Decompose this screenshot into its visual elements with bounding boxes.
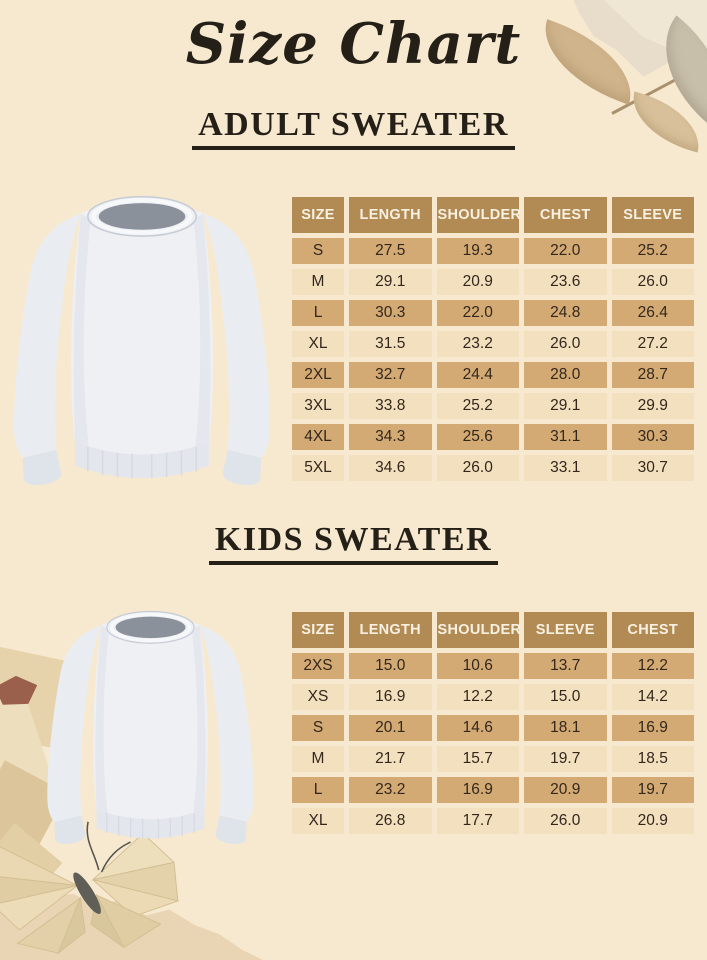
- table-row: [292, 455, 694, 481]
- measurement-cell: 26.0: [524, 808, 607, 834]
- table-row: [292, 777, 694, 803]
- kids-table-header: [292, 612, 694, 648]
- size-cell: XL: [292, 331, 344, 357]
- measurement-cell: 23.2: [437, 331, 520, 357]
- kids-sweater-image: [28, 598, 273, 860]
- table-row: [292, 331, 694, 357]
- measurement-cell: 21.7: [349, 746, 432, 772]
- adult-sweater-image: [0, 180, 292, 505]
- table-row: [292, 808, 694, 834]
- measurement-cell: 26.4: [612, 300, 695, 326]
- measurement-cell: 22.0: [437, 300, 520, 326]
- measurement-cell: 13.7: [524, 653, 607, 679]
- measurement-cell: 20.9: [612, 808, 695, 834]
- size-cell: 2XS: [292, 653, 344, 679]
- measurement-cell: 27.2: [612, 331, 695, 357]
- measurement-cell: 15.0: [349, 653, 432, 679]
- measurement-cell: 25.6: [437, 424, 520, 450]
- size-cell: L: [292, 777, 344, 803]
- size-cell: 3XL: [292, 393, 344, 419]
- size-cell: 4XL: [292, 424, 344, 450]
- table-row: [292, 269, 694, 295]
- table-row: [292, 746, 694, 772]
- measurement-cell: 20.9: [437, 269, 520, 295]
- measurement-cell: 31.1: [524, 424, 607, 450]
- size-cell: M: [292, 746, 344, 772]
- kids-section-heading-text: KIDS SWEATER: [209, 521, 498, 565]
- header-row: [292, 612, 694, 648]
- measurement-cell: 23.2: [349, 777, 432, 803]
- measurement-cell: 26.0: [437, 455, 520, 481]
- measurement-cell: 30.3: [612, 424, 695, 450]
- measurement-cell: 30.3: [349, 300, 432, 326]
- measurement-cell: 14.6: [437, 715, 520, 741]
- measurement-cell: 29.1: [349, 269, 432, 295]
- measurement-cell: 12.2: [437, 684, 520, 710]
- measurement-cell: 24.8: [524, 300, 607, 326]
- size-cell: S: [292, 238, 344, 264]
- size-cell: M: [292, 269, 344, 295]
- measurement-cell: 18.5: [612, 746, 695, 772]
- size-cell: S: [292, 715, 344, 741]
- measurement-cell: 12.2: [612, 653, 695, 679]
- adult-section-heading-text: ADULT SWEATER: [192, 106, 515, 150]
- measurement-cell: 18.1: [524, 715, 607, 741]
- measurement-cell: 32.7: [349, 362, 432, 388]
- kids-size-table: [287, 607, 699, 839]
- measurement-cell: 17.7: [437, 808, 520, 834]
- column-header: SLEEVE: [524, 612, 607, 648]
- table-row: [292, 684, 694, 710]
- measurement-cell: 26.0: [524, 331, 607, 357]
- column-header: CHEST: [524, 197, 607, 233]
- measurement-cell: 26.0: [612, 269, 695, 295]
- kids-table-body: [292, 653, 694, 834]
- measurement-cell: 19.7: [612, 777, 695, 803]
- column-header: LENGTH: [349, 197, 432, 233]
- measurement-cell: 19.7: [524, 746, 607, 772]
- column-header: CHEST: [612, 612, 695, 648]
- table-row: [292, 393, 694, 419]
- measurement-cell: 28.0: [524, 362, 607, 388]
- measurement-cell: 16.9: [612, 715, 695, 741]
- measurement-cell: 25.2: [437, 393, 520, 419]
- size-cell: XS: [292, 684, 344, 710]
- column-header: SHOULDER: [437, 612, 520, 648]
- header-row: [292, 197, 694, 233]
- column-header: LENGTH: [349, 612, 432, 648]
- column-header: SHOULDER: [437, 197, 520, 233]
- measurement-cell: 26.8: [349, 808, 432, 834]
- measurement-cell: 15.0: [524, 684, 607, 710]
- table-row: [292, 238, 694, 264]
- size-cell: 5XL: [292, 455, 344, 481]
- measurement-cell: 28.7: [612, 362, 695, 388]
- column-header: SLEEVE: [612, 197, 695, 233]
- measurement-cell: 25.2: [612, 238, 695, 264]
- measurement-cell: 16.9: [349, 684, 432, 710]
- adult-table-body: [292, 238, 694, 481]
- measurement-cell: 29.9: [612, 393, 695, 419]
- measurement-cell: 23.6: [524, 269, 607, 295]
- measurement-cell: 33.8: [349, 393, 432, 419]
- measurement-cell: 15.7: [437, 746, 520, 772]
- measurement-cell: 34.6: [349, 455, 432, 481]
- column-header: SIZE: [292, 612, 344, 648]
- page-title: Size Chart: [185, 11, 522, 77]
- measurement-cell: 33.1: [524, 455, 607, 481]
- size-cell: 2XL: [292, 362, 344, 388]
- adult-section-heading: [0, 106, 707, 150]
- measurement-cell: 30.7: [612, 455, 695, 481]
- measurement-cell: 22.0: [524, 238, 607, 264]
- measurement-cell: 31.5: [349, 331, 432, 357]
- size-cell: L: [292, 300, 344, 326]
- measurement-cell: 20.9: [524, 777, 607, 803]
- measurement-cell: 19.3: [437, 238, 520, 264]
- size-cell: XL: [292, 808, 344, 834]
- column-header: SIZE: [292, 197, 344, 233]
- table-row: [292, 424, 694, 450]
- measurement-cell: 16.9: [437, 777, 520, 803]
- measurement-cell: 14.2: [612, 684, 695, 710]
- measurement-cell: 27.5: [349, 238, 432, 264]
- adult-table-header: [292, 197, 694, 233]
- table-row: [292, 300, 694, 326]
- measurement-cell: 29.1: [524, 393, 607, 419]
- adult-size-table: [287, 192, 699, 486]
- table-row: [292, 653, 694, 679]
- measurement-cell: 24.4: [437, 362, 520, 388]
- measurement-cell: 10.6: [437, 653, 520, 679]
- table-row: [292, 362, 694, 388]
- kids-section-heading: [0, 521, 707, 565]
- measurement-cell: 34.3: [349, 424, 432, 450]
- table-row: [292, 715, 694, 741]
- measurement-cell: 20.1: [349, 715, 432, 741]
